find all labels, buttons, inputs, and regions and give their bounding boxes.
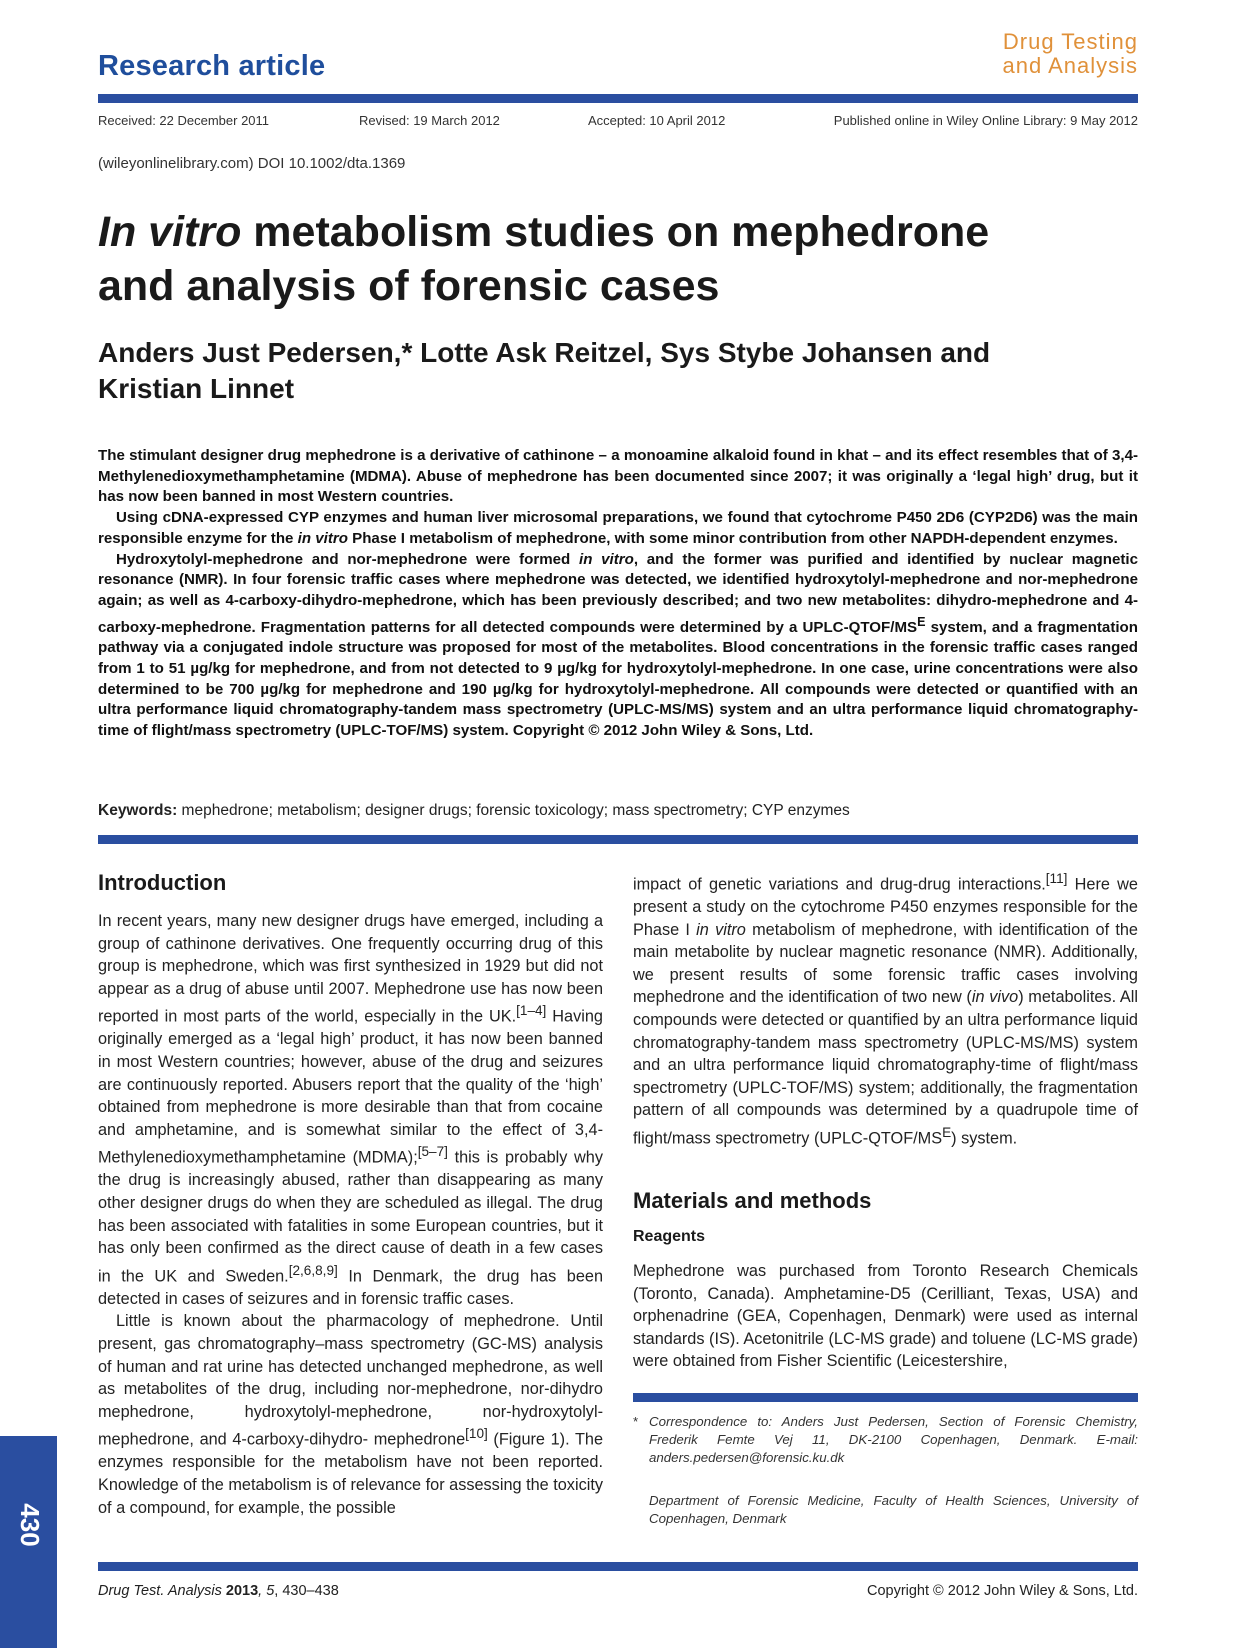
abstract-paragraph-1: The stimulant designer drug mephedrone is a derivative of cathinone – a monoamine alkaloid found in khat – and its effect resembles that of 3,4-Methylenedioxymethamphetamine (MDMA). Abuse of mephedrone has been documented since 2007; it was originally a ‘legal high’ drug, but it has now been banned in most Western countries. <box>98 447 1138 506</box>
publication-dates <box>98 113 1138 131</box>
section-label: Research article <box>98 50 326 82</box>
left-column <box>98 870 603 1519</box>
correspondence-footnote <box>633 1413 1138 1467</box>
footnote-divider <box>633 1393 1138 1402</box>
intro-paragraph-3: impact of genetic variations and drug-drug interactions.[11] Here we present a study on the cytochrome P450 enzymes responsible for the Phase I in vitro metabolism of mephedrone, with identification of the main metabolite by nuclear magnetic resonance (NMR). Additionally, we present results of some forensic traffic cases involving mephedrone and the identification of two new (in vivo) metabolites. All compounds were detected or quantified by an ultra performance liquid chromatography-tandem mass spectrometry (UPLC-MS/MS) system and an ultra performance liquid chromatography-time of flight/mass spectrometry (UPLC-TOF/MS) system; additionally, the fragmentation pattern of all compounds was determined by a quadrupole time of flight/mass spectrometry $(UPLC-QTOF/MS^E)$ system. <box>633 871 1138 1148</box>
citation-link[interactable]: [10] <box>465 1426 488 1442</box>
intro-paragraph-1: In recent years, many new designer drugs have emerged, including a group of cathinone derivatives. One frequently occurring drug of this group is mephedrone, which was first synthesized in 1929 but did not appear as a drug of abuse until 2007. Mephedrone use has now been reported in most parts of the world, especially in the UK.[1–4] Having originally emerged as a ‘legal high’ product, it has now been banned in most Western countries; however, abuse of the drug and seizures are continuously reported. Abusers report that the quality of the ‘high’ obtained from mephedrone is more desirable than that from cocaine and amphetamine, and is somewhat similar to the effect of 3,4-Methylenedioxymethamphetamine (MDMA);[5–7] this is probably why the drug is increasingly abused, rather than disappearing as many other designer drugs do when they are scheduled as illegal. The drug has been associated with fatalities in some European countries, but it has only been confirmed as the direct cause of death in a few cases in the UK and Sweden.[2,6,8,9] In Denmark, the drug has been detected in cases of seizures and in forensic traffic cases. <box>98 912 603 1308</box>
title-italic: In vitro <box>98 208 242 256</box>
citation-link[interactable]: [5–7] <box>417 1144 448 1160</box>
received-date: Received: 22 December 2011 <box>98 113 270 128</box>
reagents-body <box>633 1260 1138 1373</box>
title-line1-rest: metabolism studies on mephedrone <box>241 208 990 256</box>
top-divider <box>98 94 1138 103</box>
abstract-divider <box>98 835 1138 844</box>
abstract-paragraph-3: Hydroxytolyl-mephedrone and nor-mephedrone were formed in vitro, and the former was purified and identified by nuclear magnetic resonance (NMR). In four forensic traffic cases where mephedrone was detected, we identified hydroxytolyl-mephedrone and nor-mephedrone again; as well as 4-carboxy-dihydro-mephedrone, which has been previously described; and two new metabolites: dihydro-mephedrone and 4-carboxy-mephedrone. Fragmentation patterns for all detected compounds were determined by a UPLC-$QTOF/MS^E$ system, and a fragmentation pathway via a conjugated indole structure was proposed for most of the metabolites. Blood concentrations in the forensic traffic cases ranged from 1 to 51 µg/kg for mephedrone, and from not detected to 9 µg/kg for hydroxytolyl-mephedrone. In one case, urine concentrations were also determined to be 700 µg/kg for mephedrone and 190 µg/kg for hydroxytolyl-mephedrone. All compounds were detected or quantified with an ultra performance liquid chromatography-tandem mass spectrometry (UPLC-MS/MS) system and an ultra performance liquid chromatography-time of flight/mass spectrometry (UPLC-TOF/MS) system. Copyright © 2012 John Wiley & Sons, Ltd. <box>98 550 1138 740</box>
published-date: Published online in Wiley Online Library: 9 May 2012 <box>833 113 1138 128</box>
keywords-text: mephedrone; metabolism; designer drugs; forensic toxicology; mass spectrometry; CYP enzymes <box>177 802 850 819</box>
journal-citation: Drug Test. Analysis 2013, 5, 430–438 <box>98 1583 339 1599</box>
affiliation-footnote: Department of Forensic Medicine, Faculty of Health Sciences, University of Copenhagen, Denmark <box>649 1493 1138 1526</box>
methods-heading: Materials and methods <box>633 1187 872 1213</box>
citation-link[interactable]: [1–4] <box>516 1003 547 1019</box>
footnote-marker: * <box>633 1414 639 1429</box>
author-list <box>98 335 1138 407</box>
reagents-paragraph: Mephedrone was purchased from Toronto Research Chemicals (Toronto, Canada). Amphetamine-D5 (Cerilliant, Texas, USA) and orphenadrine (GEA, Copenhagen, Denmark) were used as internal standards (IS). Acetonitrile (LC-MS grade) and toluene (LC-MS grade) were obtained from Fisher Scientific (Leicestershire, <box>633 1261 1138 1371</box>
intro-paragraph-2: Little is known about the pharmacology of mephedrone. Until present, gas chromatography–mass spectrometry (GC-MS) analysis of human and rat urine has detected unchanged mephedrone, as well as metabolites of the drug, including nor-mephedrone, nor-dihydro mephedrone, hydroxytolyl-mephedrone, nor-hydroxytolyl-mephedrone, and 4-carboxy-dihydro- mephedrone[10] (Figure 1). The enzymes responsible for the metabolism have not been reported. Knowledge of the metabolism is of relevance for assessing the toxicity of a compound, for example, the possible <box>98 1312 603 1517</box>
right-column <box>633 868 1138 1373</box>
authors-line1: Anders Just Pedersen,* Lotte Ask Reitzel, Sys Stybe Johansen and <box>98 337 991 368</box>
reagents-heading: Reagents <box>633 1227 706 1245</box>
citation-link[interactable]: [2,6,8,9] <box>288 1262 338 1278</box>
doi-link[interactable]: (wileyonlinelibrary.com) DOI 10.1002/dta.1369 <box>98 155 406 172</box>
page-number: 430 <box>15 1503 46 1547</box>
journal-logo-line2: and Analysis <box>1002 53 1138 78</box>
title-line2: and analysis of forensic cases <box>98 262 720 310</box>
revised-date: Revised: 19 March 2012 <box>359 113 500 128</box>
correspondence-text: Correspondence to: Anders Just Pedersen, Section of Forensic Chemistry, Frederik Femte Vej 11, DK-2100 Copenhagen, Denmark. E-mail: anders.pedersen@forensic.ku.dk <box>649 1414 1138 1465</box>
citation-link[interactable]: [11] <box>1045 871 1068 886</box>
intro-continuation <box>633 868 1138 1150</box>
journal-logo <box>1002 30 1138 78</box>
abstract <box>98 446 1138 742</box>
journal-logo-line1: Drug Testing <box>1002 29 1138 54</box>
keywords-label: Keywords: <box>98 802 178 819</box>
accepted-date: Accepted: 10 April 2012 <box>588 113 726 128</box>
article-title <box>98 205 1138 313</box>
bottom-divider <box>98 1562 1138 1571</box>
introduction-body <box>98 910 603 1519</box>
introduction-heading: Introduction <box>98 870 227 895</box>
authors-line2: Kristian Linnet <box>98 373 295 404</box>
abstract-paragraph-2: Using cDNA-expressed CYP enzymes and human liver microsomal preparations, we found that cytochrome P450 2D6 (CYP2D6) was the main responsible enzyme for the in vitro Phase I metabolism of mephedrone, with some minor contribution from other NAPDH-dependent enzymes. <box>98 509 1138 547</box>
keywords <box>98 802 1138 820</box>
footer-copyright: Copyright © 2012 John Wiley & Sons, Ltd. <box>866 1583 1138 1599</box>
